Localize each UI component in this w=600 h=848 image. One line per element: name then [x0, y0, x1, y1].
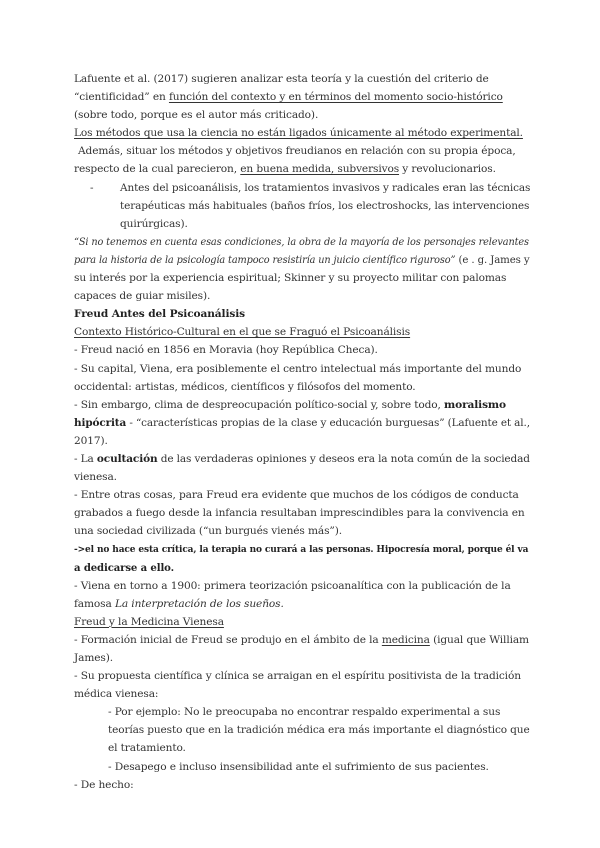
- text: - Viena en torno a 1900: primera teorización psicoanalítica con la publicación de la: [74, 579, 511, 592]
- subheading: [74, 323, 530, 341]
- bold-note-line: [74, 540, 530, 558]
- text: grabados a fuego desde la infancia resultaban imprescindibles para la convivencia en: [74, 507, 525, 520]
- paragraph-line: [74, 360, 530, 378]
- text: (e . g. James y: [455, 254, 530, 266]
- text: - Por ejemplo: No le preocupaba no encontrar respaldo experimental a sus: [108, 706, 501, 719]
- paragraph-line: [74, 378, 530, 396]
- bold-text: ->el no hace esta crítica, la terapia no curará a las personas. Hipocresía moral, porque él va: [74, 545, 529, 556]
- italic-title: La interpretación de los sueños.: [114, 597, 284, 610]
- text: de las verdaderas opiniones y deseos era la nota común de la sociedad: [157, 452, 530, 465]
- italic-quote: para la historia de la psicología tampoco resistiría un juicio científico riguroso”: [74, 254, 456, 266]
- bullet-continuation: [74, 215, 530, 233]
- text: y revolucionarios.: [399, 163, 496, 176]
- sub-item-line: [74, 758, 530, 776]
- text: - Su propuesta científica y clínica se arraigan en el espíritu positivista de la tradición: [74, 670, 521, 683]
- text: - Formación inicial de Freud se produjo en el ámbito de la: [74, 633, 382, 646]
- paragraph-line: [74, 269, 530, 287]
- quote-line: [74, 251, 530, 269]
- text: terapéuticas más habituales (baños fríos, los electroshocks, las intervenciones: [120, 199, 530, 212]
- paragraph-line: [74, 577, 530, 595]
- underlined-subheading: Contexto Histórico-Cultural en el que se Fraguó el Psicoanálisis: [74, 326, 411, 339]
- text: respecto de la cual parecieron,: [74, 163, 241, 176]
- bullet-dash: -: [90, 181, 94, 194]
- sub-item-line: [74, 721, 530, 739]
- text: famosa: [74, 597, 115, 610]
- paragraph-line: [74, 124, 530, 142]
- paragraph-line: [74, 341, 530, 359]
- paragraph-line: [74, 160, 530, 178]
- heading-text: Freud Antes del Psicoanálisis: [74, 308, 245, 321]
- text: vienesa.: [74, 471, 117, 484]
- text: teorías puesto que en la tradición médica era más importante el diagnóstico que: [108, 724, 530, 737]
- text: su interés por la experiencia espiritual; Skinner y su proyecto militar con palomas: [74, 272, 507, 285]
- sub-item-line: [74, 703, 530, 721]
- text: - Sin embargo, clima de despreocupación político-social y, sobre todo,: [74, 398, 445, 411]
- paragraph-line: [74, 142, 530, 160]
- bullet-continuation: [74, 197, 530, 215]
- text: el tratamiento.: [108, 742, 186, 755]
- bold-text: ocultación: [96, 452, 158, 465]
- subheading: [74, 613, 530, 631]
- text: Además, situar los métodos y objetivos freudianos en relación con su propia época,: [78, 145, 516, 158]
- text: James).: [74, 652, 113, 664]
- bold-text: hipócrita: [74, 416, 127, 429]
- section-heading: [74, 305, 530, 323]
- sub-item-line: [74, 739, 530, 757]
- paragraph-line: [74, 649, 530, 667]
- paragraph-line: [74, 685, 530, 703]
- paragraph-line: [74, 70, 530, 88]
- text: - De hecho:: [74, 778, 134, 791]
- underlined-text: en buena medida, subversivos: [240, 163, 400, 176]
- text: Lafuente et al. (2017) sugieren analizar esta teoría y la cuestión del criterio de: [74, 73, 489, 85]
- text: capaces de guiar misiles).: [74, 290, 211, 303]
- text: (sobre todo, porque es el autor más criticado).: [74, 109, 319, 122]
- underlined-text: función del contexto y en términos del momento socio-histórico: [168, 91, 503, 104]
- paragraph-line: [74, 468, 530, 486]
- text: “cientificidad” en: [74, 91, 169, 104]
- text: - Desapego e incluso insensibilidad ante el sufrimiento de sus pacientes.: [108, 760, 489, 773]
- text: - La: [74, 452, 97, 465]
- text: médica vienesa:: [74, 688, 159, 701]
- quote-line: [74, 233, 530, 251]
- bullet-line: [74, 179, 530, 197]
- bold-note-line: [74, 559, 530, 577]
- underlined-text: Los métodos que usa la ciencia no están ligados únicamente al método experimental.: [74, 127, 523, 140]
- paragraph-line: [74, 667, 530, 685]
- bold-text: moralismo: [444, 398, 506, 411]
- paragraph-line: [74, 504, 530, 522]
- paragraph-line: [74, 396, 530, 414]
- paragraph-line: [74, 414, 530, 432]
- text: 2017).: [74, 434, 108, 447]
- paragraph-line: [74, 88, 530, 106]
- paragraph-line: [74, 450, 530, 468]
- paragraph-line: [74, 595, 530, 613]
- text: - “características propias de la clase y educación burguesas” (Lafuente et al.,: [126, 416, 530, 429]
- text: Antes del psicoanálisis, los tratamientos invasivos y radicales eran las técnicas: [120, 181, 531, 194]
- text: (igual que William: [429, 633, 529, 646]
- paragraph-line: [74, 486, 530, 504]
- text: - Freud nació en 1856 en Moravia (hoy República Checa).: [74, 344, 378, 357]
- text: - Su capital, Viena, era posiblemente el centro intelectual más importante del mundo: [74, 362, 522, 375]
- paragraph-line: [74, 522, 530, 540]
- paragraph-line: [74, 432, 530, 450]
- underlined-subheading: Freud y la Medicina Vienesa: [74, 615, 224, 628]
- paragraph-line: [74, 776, 530, 794]
- text: quirúrgicas).: [120, 217, 188, 230]
- underlined-text: medicina: [381, 633, 430, 646]
- text: - Entre otras cosas, para Freud era evidente que muchos de los códigos de conducta: [74, 489, 519, 502]
- paragraph-line: [74, 287, 530, 305]
- text: una sociedad civilizada (“un burgués vienés más”).: [74, 525, 342, 538]
- text: occidental: artistas, médicos, científicos y filósofos del momento.: [74, 380, 416, 393]
- italic-quote: “Si no tenemos en cuenta esas condiciones, la obra de la mayoría de los personajes relevantes: [74, 236, 529, 248]
- bold-text: a dedicarse a ello.: [74, 562, 174, 574]
- paragraph-line: [74, 631, 530, 649]
- paragraph-line: [74, 106, 530, 124]
